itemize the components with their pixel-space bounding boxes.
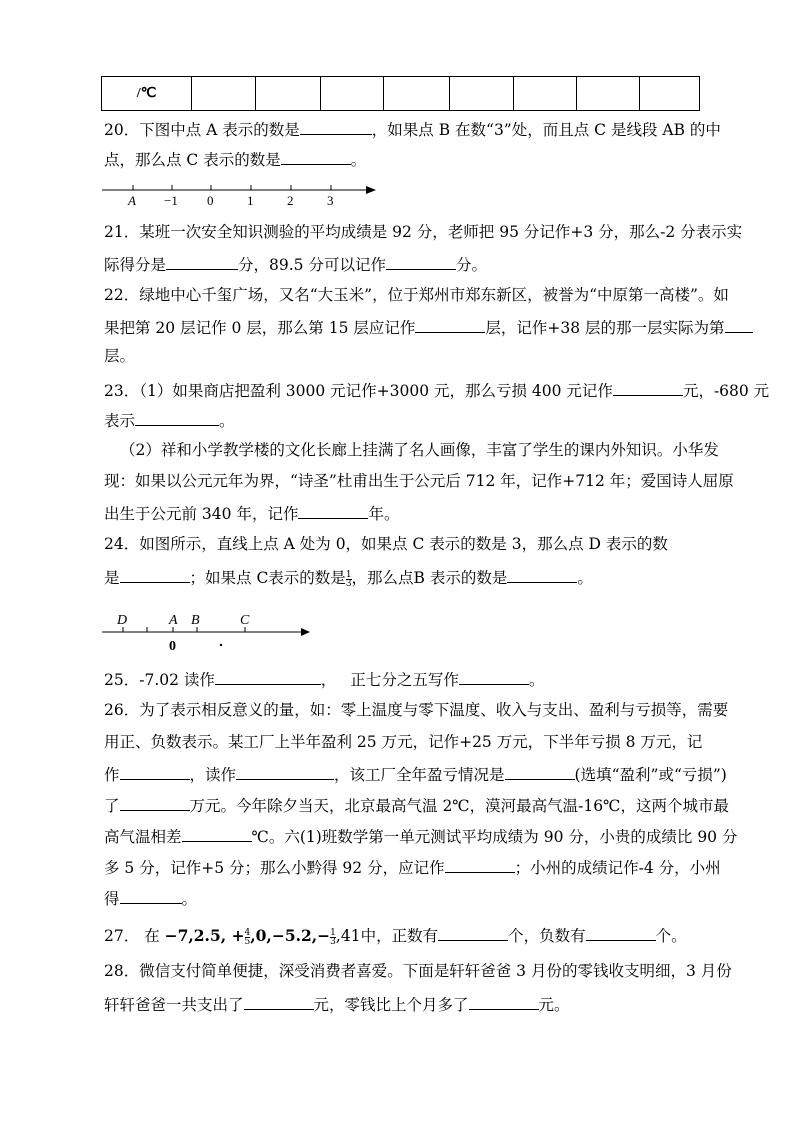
number-line-q24 <box>100 610 315 655</box>
q26-line-4: 了 万元。今年除夕当天，北京最高气温 2℃，漠河最高气温-16℃，这两个城市最 <box>104 794 729 816</box>
q22-line-2: 果把第 20 层记作 0 层，那么第 15 层应记作 层，记作+38 层的那一层实际为第 <box>104 316 753 338</box>
answer-blank[interactable] <box>469 993 539 1010</box>
axis-label-c: C <box>240 613 250 628</box>
axis-label-a: A <box>169 613 178 628</box>
q23-line-1: 23．（1）如果商店把盈利 3000 元记作+3000 元，那么亏损 400 元记作 元，-680 元 <box>104 379 769 401</box>
answer-blank[interactable] <box>135 409 219 426</box>
answer-blank[interactable] <box>507 566 577 583</box>
q23-line-4: 现：如果以公元元年为界，“诗圣”杜甫出生于公元后 712 年，记作+712 年；爱国诗人屈原 <box>104 472 734 490</box>
q26-line-2: 用正、负数表示。某工厂上半年盈利 25 万元，记作+25 万元，下半年亏损 8 万元，记 <box>104 733 703 751</box>
q26-line-5: 高气温相差 ℃。六(1)班数学第一单元测试平均成绩为 90 分，小贵的成绩比 90 分 <box>104 825 737 847</box>
axis-label-d: D <box>117 613 128 628</box>
fraction: $\frac{1}{3}$ <box>345 569 352 589</box>
q26-line-7: 得 。 <box>104 887 197 909</box>
table-cell <box>256 77 321 111</box>
answer-blank[interactable] <box>120 566 190 583</box>
answer-blank[interactable] <box>415 316 485 333</box>
q21-line-1: 21．某班一次安全知识测验的平均成绩是 92 分，老师把 95 分记作+3 分，那么-2 分表示实 <box>104 223 743 241</box>
q20-line-2: 点，那么点 C 表示的数是 。 <box>104 148 366 170</box>
axis-label-a: A <box>128 193 136 208</box>
fraction: $\frac{4}{5}$ <box>244 927 251 947</box>
q23-line-3: （2）祥和小学教学楼的文化长廊上挂满了名人画像，丰富了学生的课内外知识。小华发 <box>120 441 719 459</box>
table-cell <box>640 77 700 111</box>
q21-line-2: 际得分是 分，89.5 分可以记作 分。 <box>104 253 487 275</box>
answer-blank[interactable] <box>120 887 182 904</box>
temperature-table <box>101 76 700 111</box>
answer-blank[interactable] <box>586 924 656 941</box>
answer-blank[interactable] <box>613 379 683 396</box>
axis-label: 2 <box>287 193 294 208</box>
answer-blank[interactable] <box>244 993 314 1010</box>
q28-line-2: 轩轩爸爸一共支出了 元，零钱比上个月多了 元。 <box>104 993 570 1015</box>
table-cell <box>577 77 640 111</box>
answer-blank[interactable] <box>445 856 515 873</box>
answer-blank[interactable] <box>215 668 321 685</box>
q26-line-6: 多 5 分，记作+5 分；那么小黔得 92 分，应记作 ；小州的成绩记作-4 分，小州 <box>104 856 721 878</box>
q22-line-1: 22．绿地中心千玺广场，又名“大玉米”，位于郑州市郑东新区，被誉为“中原第一高楼”。如 <box>104 286 729 304</box>
q26-line-3: 作 ，读作 ，该工厂全年盈亏情况是 (选填“盈利”或“亏损”) <box>104 763 727 785</box>
q24-line-2: 是 ；如果点 C表示的数是 $\frac{1}{3}$ ，那么点B 表示的数是 。 <box>104 566 593 588</box>
number-line-q20 <box>100 180 380 208</box>
q28-line-1: 28．微信支付简单便捷，深受消费者喜爱。下面是轩轩爸爸 3 月份的零钱收支明细，3 月份 <box>104 962 732 980</box>
table-cell <box>514 77 577 111</box>
answer-blank[interactable] <box>459 668 529 685</box>
fraction: $\frac{1}{3}$ <box>330 927 336 947</box>
q23-line-5: 出生于公元前 340 年，记作 年。 <box>104 502 399 524</box>
q27-line-1: 27． 在 −7,2.5, + $\frac{4}{5}$ ,0,−5.2,− $\frac{1}{3}$ ,41中，正数有 个，负数有 个。 <box>104 926 687 947</box>
table-cell <box>192 77 256 111</box>
q23-line-2: 表示 。 <box>104 409 235 431</box>
answer-blank[interactable] <box>120 763 190 780</box>
q22-line-3: 层。 <box>104 347 136 365</box>
answer-blank[interactable] <box>438 924 508 941</box>
answer-blank[interactable] <box>236 763 334 780</box>
q26-line-1: 26．为了表示相反意义的量，如：零上温度与零下温度、收入与支出、盈利与亏损等，需要 <box>104 701 729 719</box>
answer-blank[interactable] <box>300 118 372 135</box>
answer-blank[interactable] <box>505 763 575 780</box>
answer-blank[interactable] <box>166 253 238 270</box>
answer-blank[interactable] <box>281 148 351 165</box>
answer-blank[interactable] <box>725 316 753 333</box>
axis-label: 3 <box>327 193 334 208</box>
table-cell-unit: /℃ <box>102 77 192 111</box>
table-cell <box>384 77 450 111</box>
axis-label: 1 <box>247 193 254 208</box>
q25-line-1: 25．-7.02 读作 ， 正七分之五写作 。 <box>104 668 544 690</box>
q24-line-1: 24．如图所示，直线上点 A 处为 0，如果点 C 表示的数是 3，那么点 D 表示的数 <box>104 535 668 553</box>
axis-label-zero: 0 <box>169 639 176 654</box>
axis-label: 0 <box>207 193 214 208</box>
answer-blank[interactable] <box>120 794 190 811</box>
axis-label: −1 <box>164 193 178 208</box>
table-cell <box>321 77 384 111</box>
answer-blank[interactable] <box>386 253 456 270</box>
q20-line-1: 20．下图中点 A 表示的数是 ，如果点 B 在数“3”处，而且点 C 是线段 AB 的中 <box>104 118 721 140</box>
axis-label-b: B <box>191 613 200 628</box>
answer-blank[interactable] <box>182 825 252 842</box>
table-cell <box>450 77 514 111</box>
answer-blank[interactable] <box>298 502 368 519</box>
